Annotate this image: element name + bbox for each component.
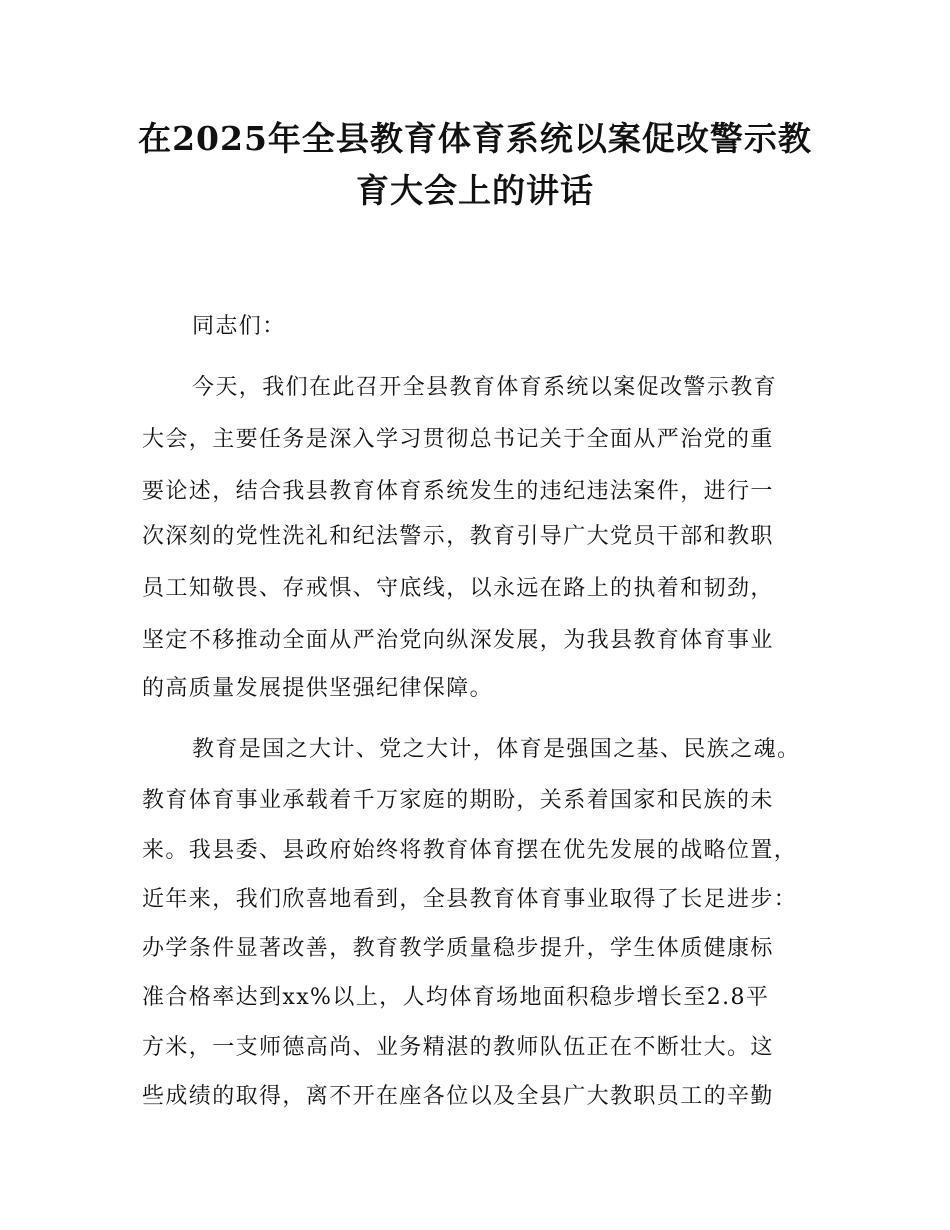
paragraph-1-line-4: 次深刻的党性洗礼和纪法警示，教育引导广大党员干部和教职: [142, 524, 774, 549]
paragraph-2-line-1: 教育是国之大计、党之大计，体育是强国之基、民族之魂。: [192, 737, 801, 762]
paragraph-1-line-2: 大会，主要任务是深入学习贯彻总书记关于全面从严治党的重: [142, 427, 774, 452]
paragraph-2-line-4: 近年来，我们欣喜地看到，全县教育体育事业取得了长足进步：: [142, 887, 798, 912]
paragraph-2-line-3: 来。我县委、县政府始终将教育体育摆在优先发展的战略位置，: [142, 838, 798, 863]
paragraph-2-line-7: 方米，一支师德高尚、业务精湛的教师队伍正在不断壮大。这: [142, 1035, 774, 1060]
paragraph-2-line-6: 准合格率达到xx%以上，人均体育场地面积稳步增长至2.8平: [142, 985, 770, 1010]
paragraph-2-line-5: 办学条件显著改善，教育教学质量稳步提升，学生体质健康标: [142, 936, 774, 961]
paragraph-2-line-8: 些成绩的取得，离不开在座各位以及全县广大教职员工的辛勤: [142, 1084, 774, 1109]
paragraph-1-line-7: 的高质量发展提供坚强纪律保障。: [142, 676, 494, 701]
paragraph-2-line-2: 教育体育事业承载着千万家庭的期盼，关系着国家和民族的未: [142, 788, 774, 813]
salutation: 同志们：: [192, 314, 286, 339]
paragraph-1-line-3: 要论述，结合我县教育体育系统发生的违纪违法案件，进行一: [142, 479, 774, 504]
title-line-2: 育大会上的讲话: [356, 171, 594, 210]
title-line-1: 在2025年全县教育体育系统以案促改警示教: [138, 119, 812, 158]
paragraph-1-line-5: 员工知敬畏、存戒惧、守底线，以永远在路上的执着和韧劲，: [142, 576, 774, 601]
paragraph-1-line-6: 坚定不移推动全面从严治党向纵深发展，为我县教育体育事业: [142, 628, 774, 653]
paragraph-1-line-1: 今天，我们在此召开全县教育体育系统以案促改警示教育: [192, 375, 778, 400]
